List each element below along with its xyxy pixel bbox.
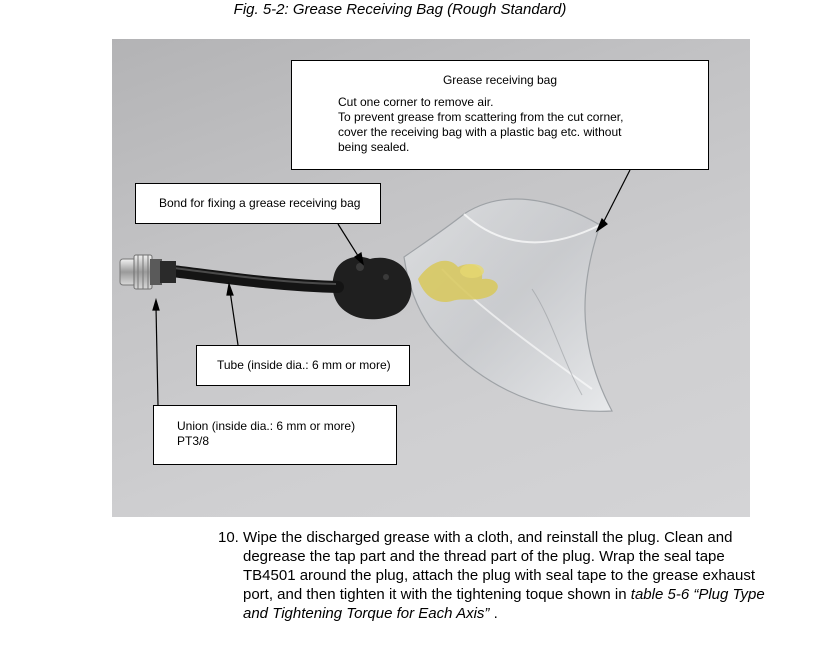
callout-line: cover the receiving bag with a plastic bag etc. without [338,125,622,139]
grease-receiving-bag [404,199,612,411]
callout-text: Tube (inside dia.: 6 mm or more) [217,358,391,372]
callout-line: Union (inside dia.: 6 mm or more) [177,419,356,433]
callout-line: To prevent grease from scattering from the cut corner, [338,110,624,124]
step-body-text: Wipe the discharged grease with a cloth, and reinstall the plug. Clean and degrease the tap part and the thread part of the plug. Wrap the seal tape TB4501 around the plug, attach the plug with seal tape to the grease exhaust port, and then tighten it with the tightening toque shown in [243,529,756,603]
union-callout [153,405,397,465]
step-end: . [489,605,498,622]
table-reference-link[interactable]: table 5-6 “Plug Type and Tightening Torque for Each Axis” [243,586,765,622]
step-text [243,528,778,623]
callout-line: being sealed. [338,140,410,154]
callout-text: Bond for fixing a grease receiving bag [159,196,361,210]
figure-photo [112,39,750,517]
step-number: 10. [218,529,239,546]
bond-fixing-lump [333,257,412,320]
procedure-step [218,528,778,623]
callout-line: PT3/8 [177,434,210,448]
tube-callout [196,345,410,386]
callout-line: Cut one corner to remove air. [338,95,494,109]
figure-caption: Fig. 5-2: Grease Receiving Bag (Rough Standard) [233,1,567,18]
bond-callout [135,183,381,224]
grease-bag-callout [291,60,709,170]
union-fitting [120,255,176,289]
callout-title: Grease receiving bag [442,73,558,87]
